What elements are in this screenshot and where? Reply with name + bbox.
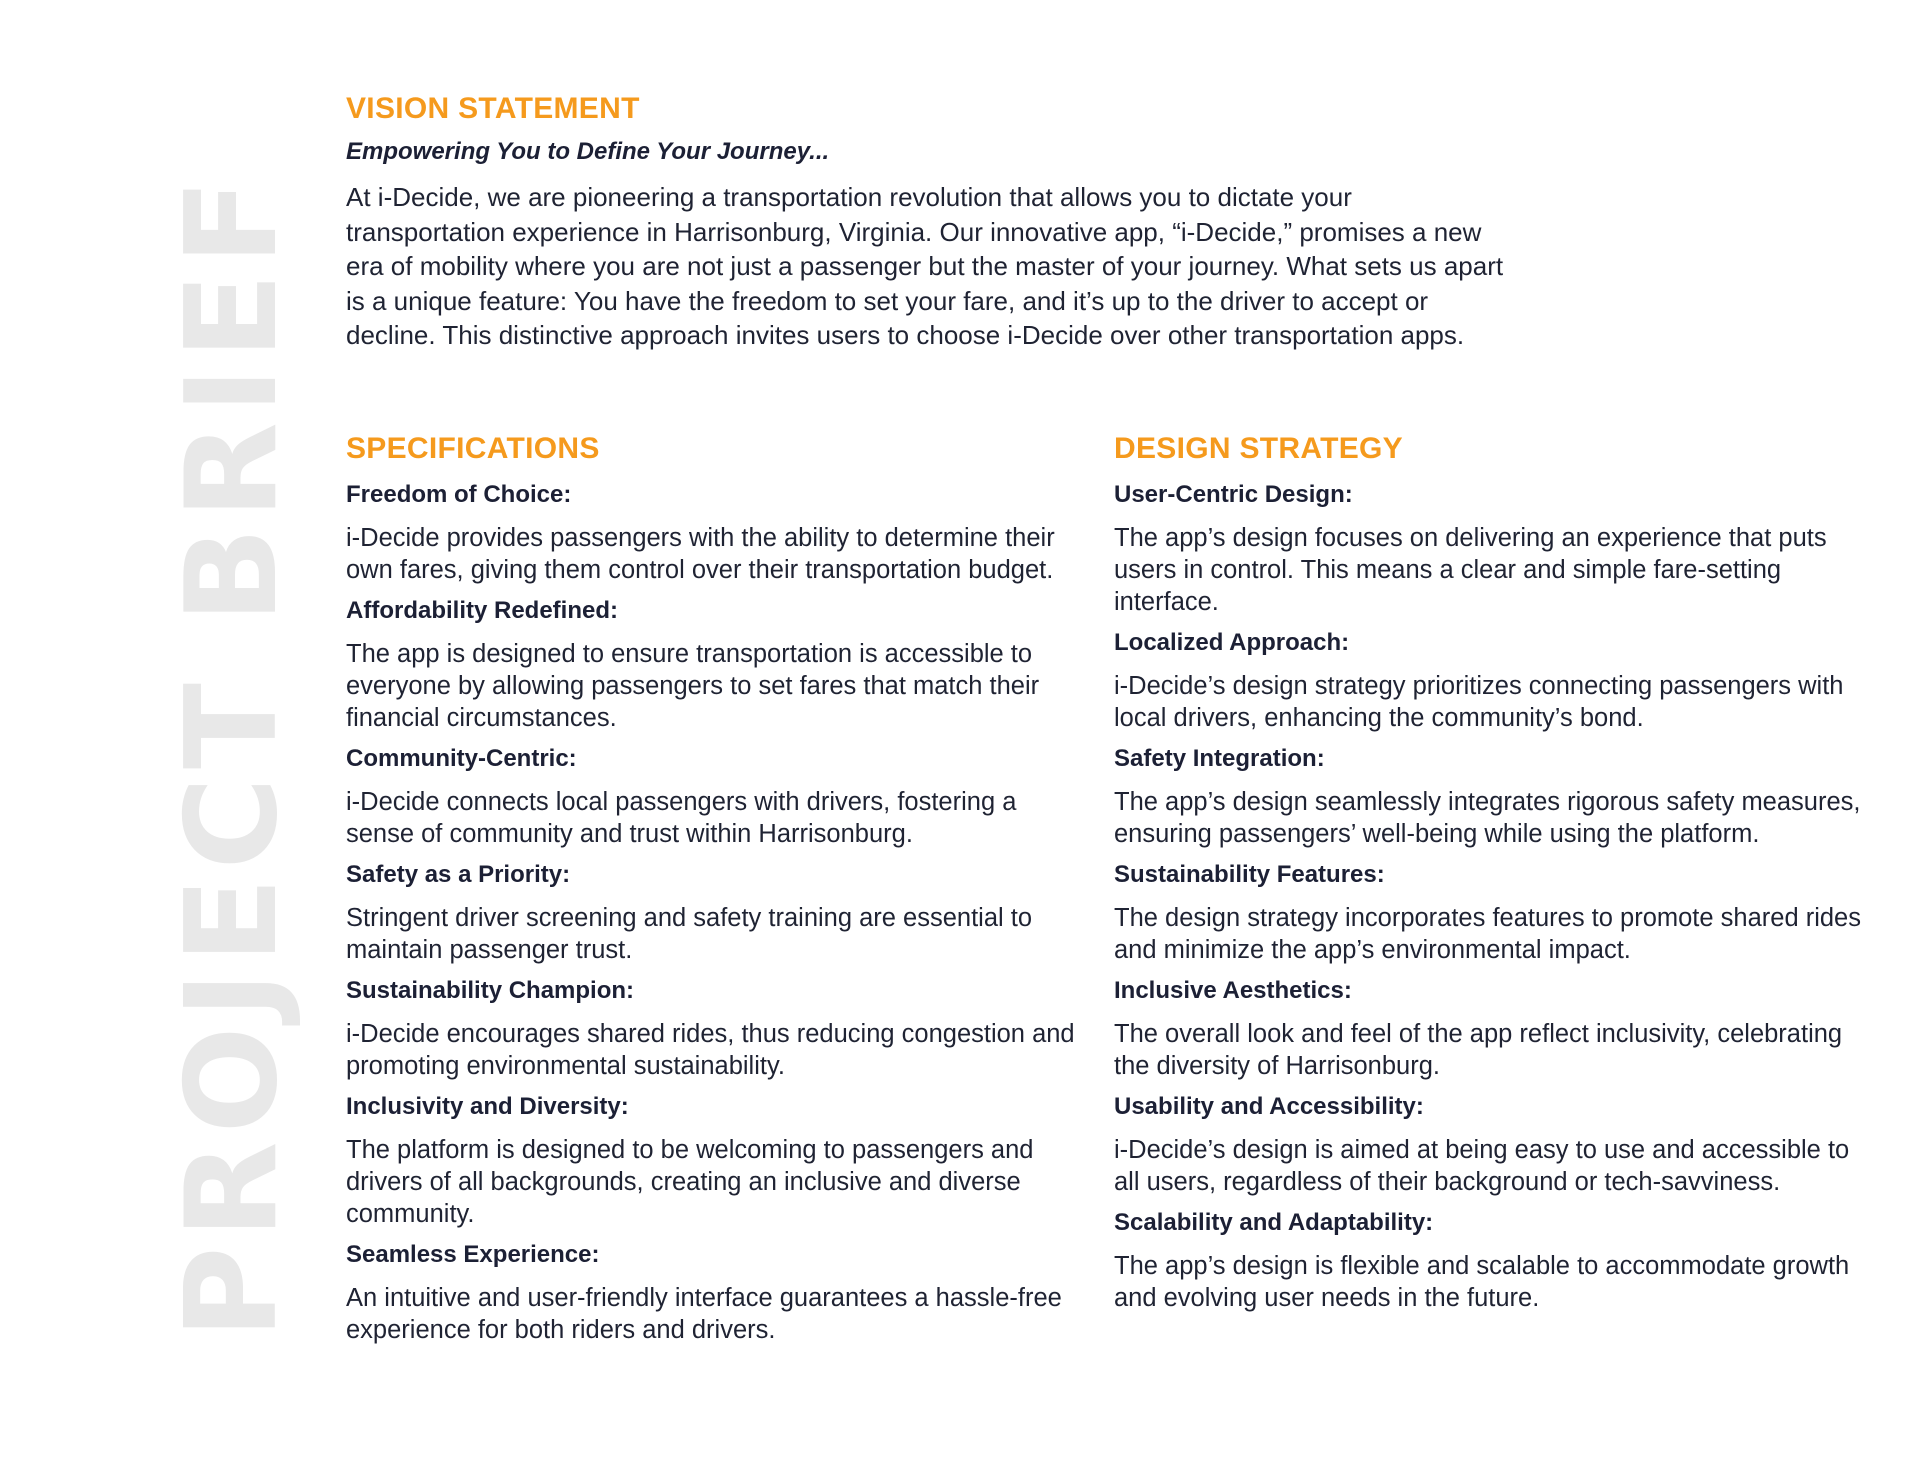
specifications-heading: SPECIFICATIONS: [346, 432, 600, 465]
spec-item: [346, 744, 1086, 850]
spec-item-body: The app is designed to ensure transportation is accessible to everyone by allowing passengers to set fares that match their financial circumstances.: [346, 640, 1040, 732]
strategy-item-title: Inclusive Aesthetics:: [1114, 977, 1352, 1004]
strategy-item-title: Safety Integration:: [1114, 745, 1325, 772]
spec-item: [346, 860, 1086, 966]
spec-item: [346, 976, 1086, 1082]
strategy-item: [1114, 976, 1874, 1082]
spec-item-body: i-Decide connects local passengers with drivers, fostering a sense of community and trust within Harrisonburg.: [346, 788, 1017, 848]
page-side-title: PROJECT BRIEF: [158, 171, 305, 1339]
spec-item: [346, 1092, 1086, 1230]
strategy-item: [1114, 480, 1874, 618]
spec-item-title: Safety as a Priority:: [346, 861, 571, 888]
spec-item-body: i-Decide encourages shared rides, thus reducing congestion and promoting environmental sustainability.: [346, 1020, 1075, 1080]
strategy-item-title: User-Centric Design:: [1114, 481, 1353, 508]
strategy-item-body: The design strategy incorporates features to promote shared rides and minimize the app’s environmental impact.: [1114, 904, 1861, 964]
spec-item: [346, 596, 1086, 734]
specifications-section: [346, 432, 1086, 1356]
strategy-item-title: Localized Approach:: [1114, 629, 1350, 656]
strategy-item: [1114, 628, 1874, 734]
design-strategy-heading: DESIGN STRATEGY: [1114, 432, 1403, 465]
spec-item-title: Sustainability Champion:: [346, 977, 635, 1004]
spec-item-title: Inclusivity and Diversity:: [346, 1093, 629, 1120]
spec-item-body: The platform is designed to be welcoming to passengers and drivers of all backgrounds, creating an inclusive and diverse community.: [346, 1136, 1034, 1228]
strategy-item-body: The app’s design is flexible and scalable to accommodate growth and evolving user needs in the future.: [1114, 1252, 1850, 1312]
strategy-item-body: The app’s design seamlessly integrates rigorous safety measures, ensuring passengers’ well-being while using the platform.: [1114, 788, 1861, 848]
vision-section: [346, 92, 1506, 353]
spec-item-body: i-Decide provides passengers with the ability to determine their own fares, giving them control over their transportation budget.: [346, 524, 1055, 584]
spec-item-title: Community-Centric:: [346, 745, 577, 772]
vision-tagline: Empowering You to Define Your Journey...: [346, 138, 830, 165]
strategy-item-title: Usability and Accessibility:: [1114, 1093, 1424, 1120]
strategy-item-body: i-Decide’s design is aimed at being easy to use and accessible to all users, regardless of their background or tech-savviness.: [1114, 1136, 1850, 1196]
strategy-item: [1114, 860, 1874, 966]
strategy-item-body: The app’s design focuses on delivering an experience that puts users in control. This means a clear and simple fare-setting interface.: [1114, 524, 1827, 616]
spec-item-title: Seamless Experience:: [346, 1241, 600, 1268]
strategy-item-body: The overall look and feel of the app reflect inclusivity, celebrating the diversity of Harrisonburg.: [1114, 1020, 1843, 1080]
strategy-item: [1114, 744, 1874, 850]
spec-item-title: Affordability Redefined:: [346, 597, 619, 624]
spec-item-title: Freedom of Choice:: [346, 481, 572, 508]
strategy-item: [1114, 1208, 1874, 1314]
strategy-item: [1114, 1092, 1874, 1198]
vision-heading: VISION STATEMENT: [346, 92, 640, 125]
spec-item: [346, 1240, 1086, 1346]
design-strategy-section: [1114, 432, 1874, 1324]
spec-item-body: An intuitive and user-friendly interface guarantees a hassle-free experience for both riders and drivers.: [346, 1284, 1062, 1344]
strategy-item-title: Scalability and Adaptability:: [1114, 1209, 1434, 1236]
strategy-item-title: Sustainability Features:: [1114, 861, 1385, 888]
spec-item-body: Stringent driver screening and safety training are essential to maintain passenger trust.: [346, 904, 1033, 964]
strategy-item-body: i-Decide’s design strategy prioritizes connecting passengers with local drivers, enhancing the community’s bond.: [1114, 672, 1844, 732]
vision-body: At i-Decide, we are pioneering a transportation revolution that allows you to dictate your transportation experience in Harrisonburg, Virginia. Our innovative app, “i-Decide,” promises a new era of mobility where you are not just a passenger but the master of your journey. What sets us apart is a unique feature: You have the freedom to set your fare, and it’s up to the driver to accept or decline. This distinctive approach invites users to choose i-Decide over other transportation apps.: [346, 182, 1504, 350]
spec-item: [346, 480, 1086, 586]
